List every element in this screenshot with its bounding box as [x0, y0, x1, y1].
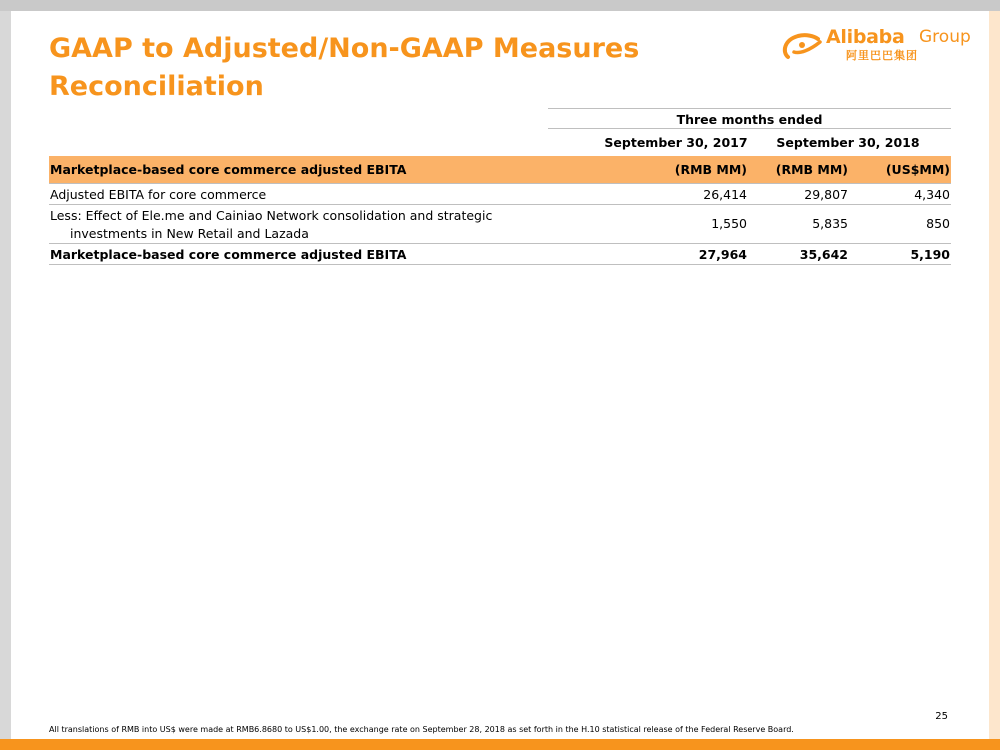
unit-rmb-2018: (RMB MM)	[775, 162, 848, 177]
alibaba-smile-icon	[780, 30, 824, 64]
cell-value: 5,190	[910, 247, 950, 262]
left-band	[0, 11, 11, 739]
cell-value: 35,642	[799, 247, 848, 262]
table-header-row	[49, 156, 951, 184]
cell-value: 26,414	[703, 187, 747, 202]
logo-group: Group	[919, 27, 971, 47]
header-rule-middle	[548, 128, 951, 129]
row-label	[50, 207, 492, 243]
bottom-band	[0, 739, 1000, 750]
slide-title: GAAP to Adjusted/Non-GAAP Measures Reconciliation	[49, 33, 640, 102]
cell-value: 5,835	[812, 216, 848, 231]
alibaba-logo	[780, 26, 975, 66]
reconciliation-table	[49, 156, 951, 265]
right-band	[989, 11, 1000, 739]
header-row-label: Marketplace-based core commerce adjusted EBITA	[50, 162, 407, 177]
date-header-2017: September 30, 2017	[604, 135, 748, 150]
cell-value: 1,550	[711, 216, 747, 231]
footnote: All translations of RMB into US$ were made at RMB6.8680 to US$1.00, the exchange rate on September 28, 2018 as set forth in the H.10 statistical release of the Federal Reserve Board.	[49, 725, 794, 734]
cell-value: 4,340	[914, 187, 950, 202]
row-label-line1: Less: Effect of Ele.me and Cainiao Network consolidation and strategic	[50, 208, 493, 223]
cell-value: 27,964	[698, 247, 747, 262]
cell-value: 29,807	[804, 187, 848, 202]
period-header: Three months ended	[676, 112, 823, 127]
logo-brand: Alibaba	[826, 26, 905, 48]
unit-rmb-2017: (RMB MM)	[674, 162, 747, 177]
total-row-label: Marketplace-based core commerce adjusted EBITA	[50, 247, 407, 262]
table-total-row	[49, 244, 951, 265]
cell-value: 850	[926, 216, 950, 231]
row-label: Adjusted EBITA for core commerce	[50, 187, 267, 202]
table-row	[49, 205, 951, 244]
header-rule-top	[548, 108, 951, 109]
table-row	[49, 184, 951, 205]
date-header-2018: September 30, 2018	[776, 135, 920, 150]
page-number: 25	[935, 711, 948, 722]
row-label-line2: investments in New Retail and Lazada	[70, 226, 309, 241]
top-band	[0, 0, 1000, 11]
logo-chinese: 阿里巴巴集团	[846, 49, 918, 62]
unit-usd-2018: (US$MM)	[885, 162, 950, 177]
